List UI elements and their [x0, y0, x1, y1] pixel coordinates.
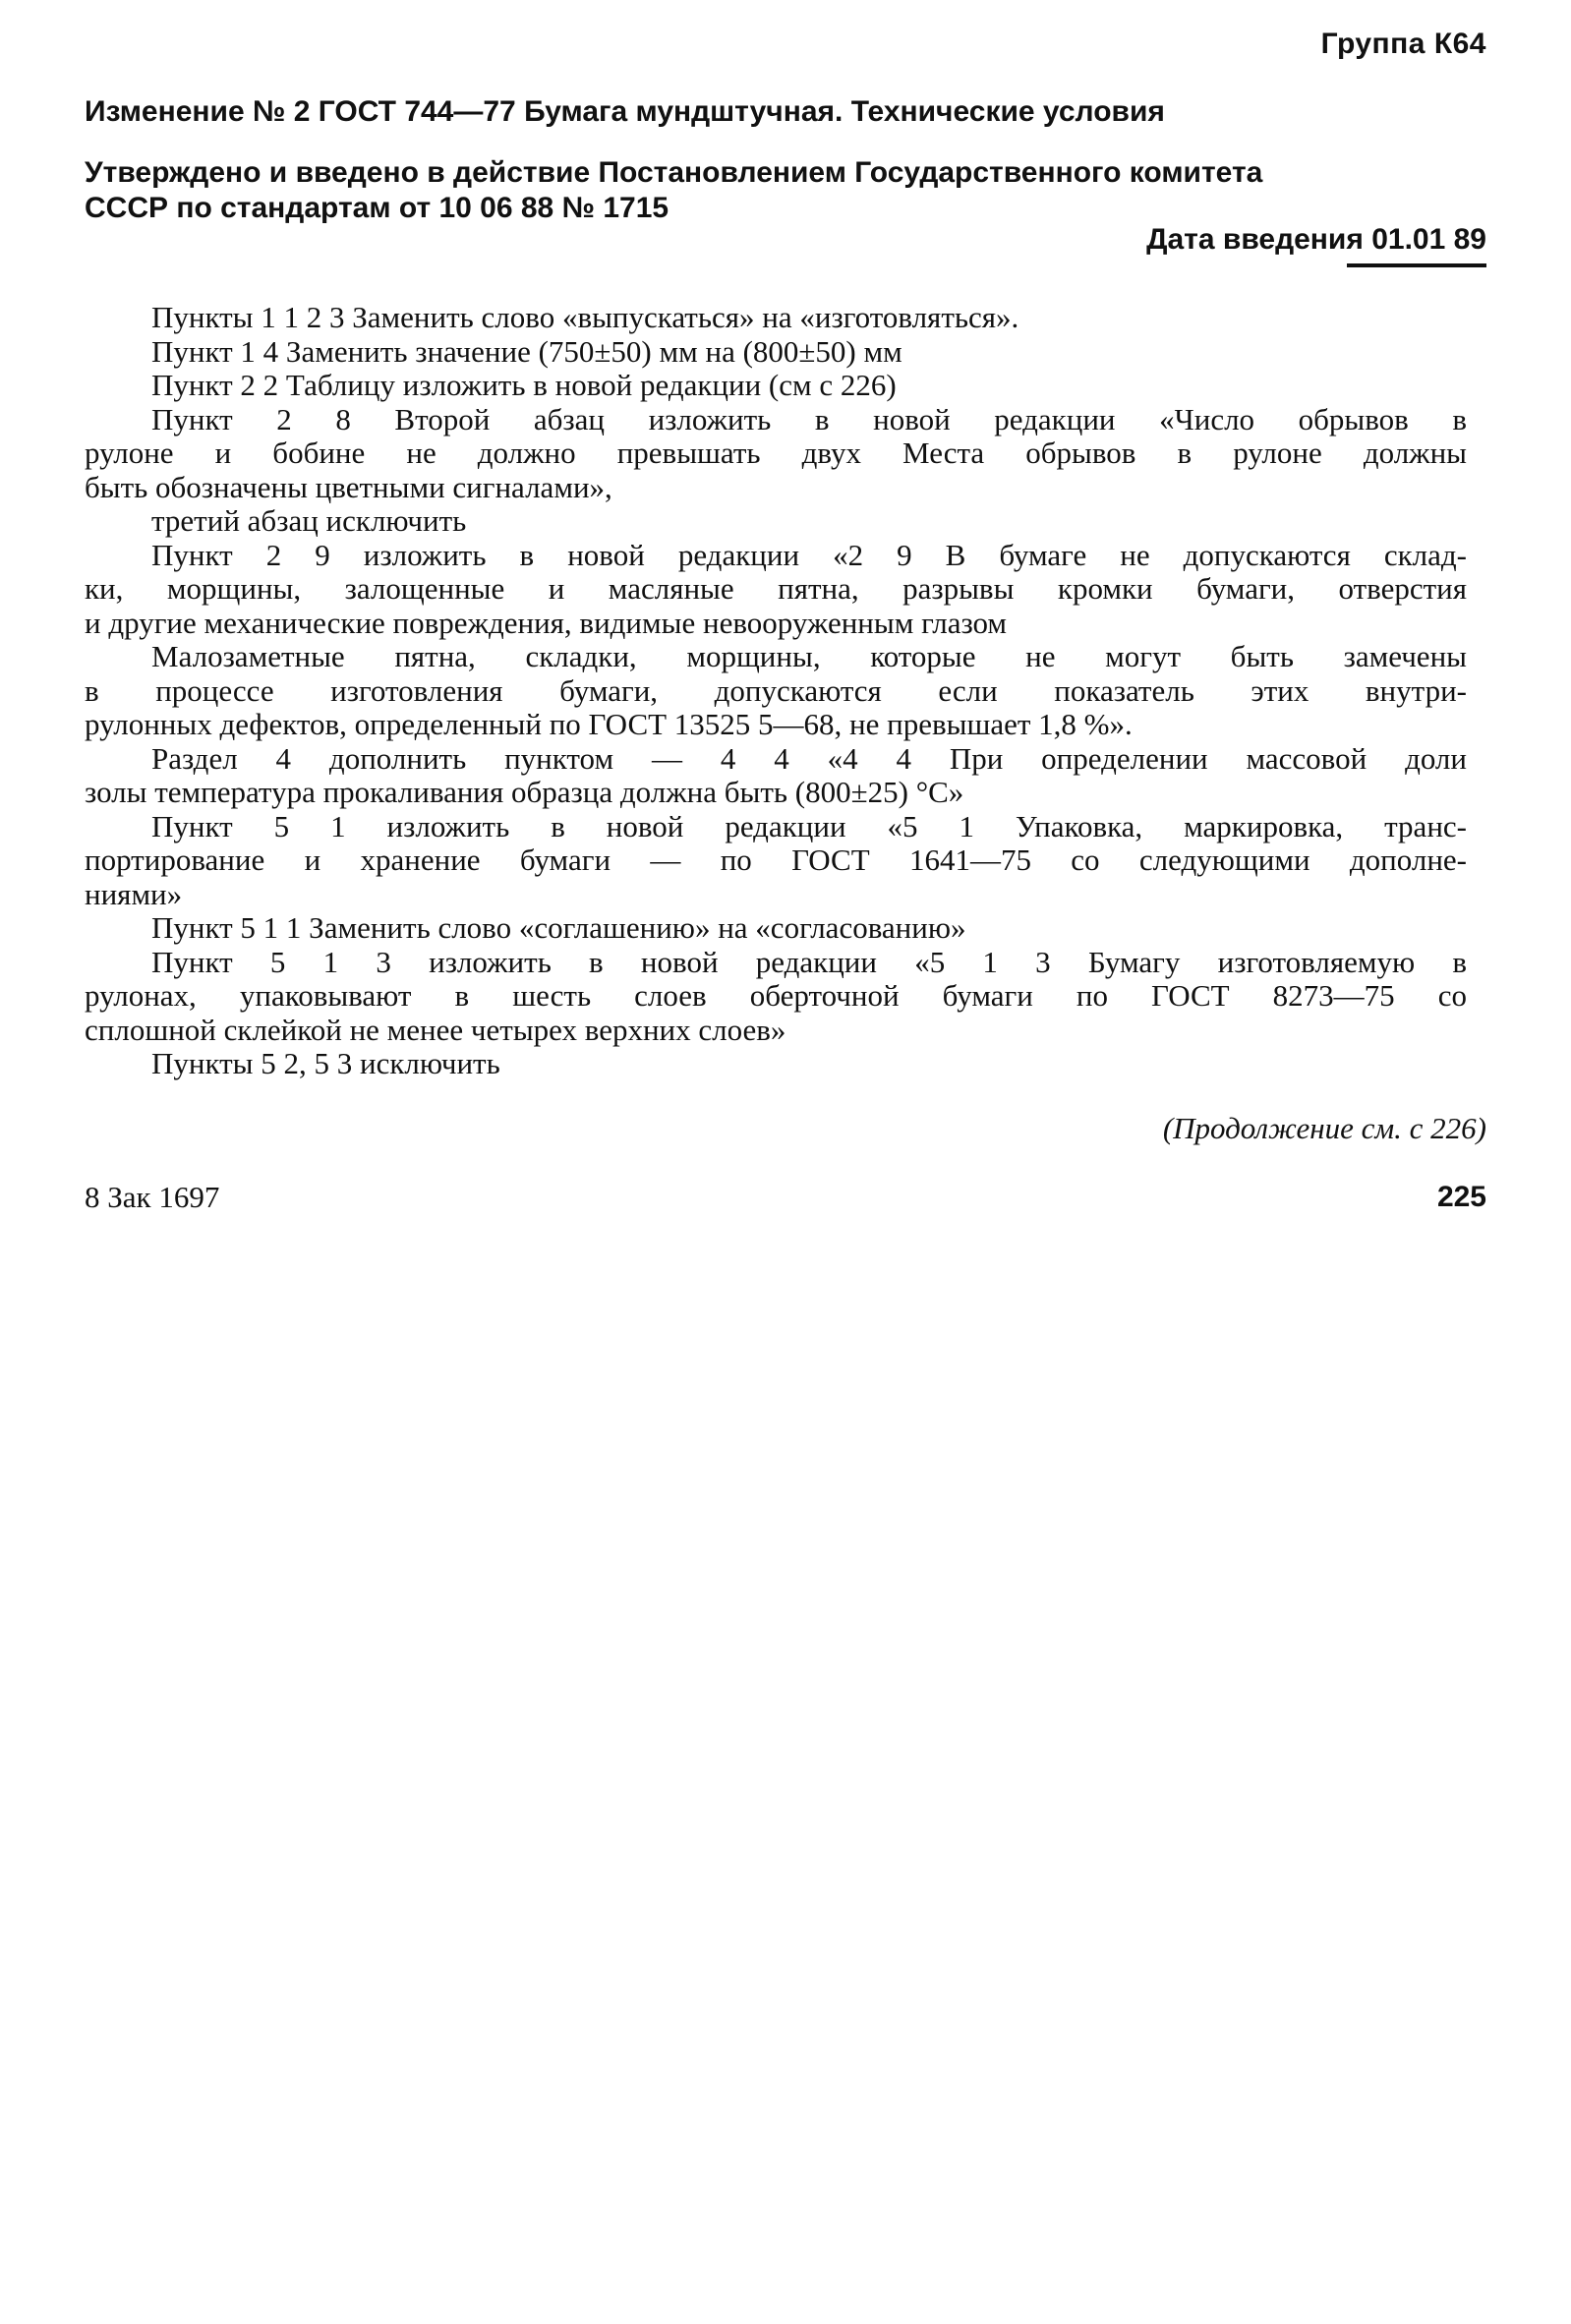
text-line: рулонах, упаковывают в шесть слоев оберточной бумаги по ГОСТ 8273—75 со — [85, 978, 1467, 1013]
text-line: золы температура прокаливания образца должна быть (800±25) °С» — [85, 775, 964, 809]
text-line: Малозаметные пятна, складки, морщины, которые не могут быть замечены — [151, 639, 1467, 673]
approval-line-2: СССР по стандартам от 10 06 88 № 1715 — [85, 192, 669, 224]
text-line: Пункт 5 1 изложить в новой редакции «5 1 Упаковка, маркировка, транс- — [151, 808, 1467, 843]
amendment-title: Изменение № 2 ГОСТ 744—77 Бумага мундштучная. Технические условия — [85, 95, 1165, 128]
text-line: Пункт 5 1 1 Заменить слово «соглашению» на «согласованию» — [151, 910, 966, 945]
text-line: сплошной склейкой не менее четырех верхних слоев» — [85, 1012, 786, 1047]
date-underline — [1347, 263, 1486, 267]
text-line: Раздел 4 дополнить пунктом — 4 4 «4 4 При определении массовой доли — [151, 740, 1467, 776]
effective-date-value: 01.01 89 — [1371, 223, 1486, 256]
effective-date — [1146, 222, 1486, 258]
continuation-note: (Продолжение см. с 226) — [1162, 1111, 1486, 1145]
text-line: Пункт 2 8 Второй абзац изложить в новой редакции «Число обрывов в — [151, 401, 1467, 436]
text-line: Пункты 5 2, 5 3 исключить — [151, 1046, 500, 1080]
text-line: рулоне и бобине не должно превышать двух Места обрывов в рулоне должны — [85, 436, 1467, 470]
text-line: Пункт 2 9 изложить в новой редакции «2 9 В бумаге не допускаются склад- — [151, 537, 1467, 572]
amendment-body — [85, 301, 1467, 1081]
text-line: ниями» — [85, 876, 183, 911]
text-line: ки, морщины, залощенные и масляные пятна, разрывы кромки бумаги, отверстия — [85, 571, 1467, 606]
text-line: третий абзац исключить — [151, 503, 467, 538]
text-line: Пункт 5 1 3 изложить в новой редакции «5 1 3 Бумагу изготовляемую в — [151, 944, 1467, 979]
text-line: Пункт 2 2 Таблицу изложить в новой редакции (см с 226) — [151, 368, 897, 402]
text-line: Пункты 1 1 2 3 Заменить слово «выпускаться» на «изготовляться». — [151, 300, 1019, 334]
group-code: Группа К64 — [1320, 28, 1486, 60]
text-line: рулонных дефектов, определенный по ГОСТ 13525 5—68, не превышает 1,8 %». — [85, 707, 1133, 741]
order-number: 8 Зак 1697 — [85, 1180, 220, 1214]
effective-date-label: Дата введения — [1146, 223, 1364, 256]
text-line: Пункт 1 4 Заменить значение (750±50) мм на (800±50) мм — [151, 333, 902, 369]
text-line: быть обозначены цветными сигналами», — [85, 469, 612, 504]
approval-line-1: Утверждено и введено в действие Постановлением Государственного комитета — [85, 156, 1263, 189]
text-line: портирование и хранение бумаги — по ГОСТ 1641—75 со следующими дополне- — [85, 842, 1467, 877]
text-line: в процессе изготовления бумаги, допускаются если показатель этих внутри- — [85, 672, 1467, 708]
text-line: и другие механические повреждения, видимые невооруженным глазом — [85, 605, 1008, 640]
page-number: 225 — [1436, 1181, 1486, 1213]
